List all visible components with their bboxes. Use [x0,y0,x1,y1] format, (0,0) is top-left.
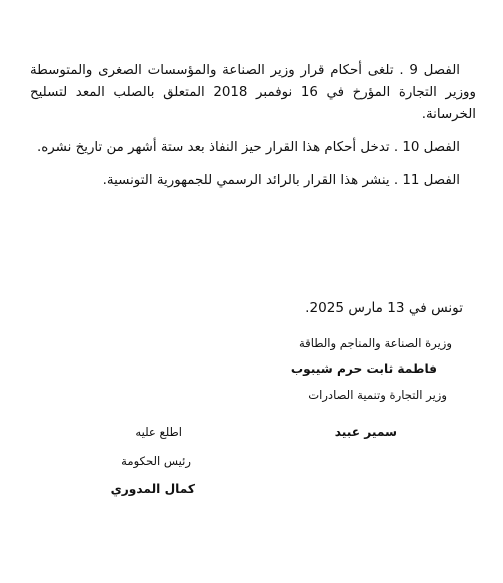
minister-trade-name: سمير عبيد [334,425,397,439]
minister-industry-title: وزيرة الصناعة والمناجم والطاقة [298,336,452,350]
minister-trade-title: وزير التجارة وتنمية الصادرات [308,388,447,402]
articles-block [30,60,476,203]
minister-industry-name: فاطمة ثابت حرم شيبوب [290,362,437,376]
place-date: تونس في 13 مارس 2025. [305,300,463,316]
article-11: الفصل 11 . ينشر هذا القرار بالرائد الرسمي للجمهورية التونسية. [102,173,460,188]
prime-minister-title: رئيس الحكومة [121,454,191,468]
prime-minister-name: كمال المدوري [110,482,195,496]
article-9: الفصل 9 . تلغى أحكام قرار وزير الصناعة والمؤسسات الصغرى والمتوسطة ووزير التجارة المؤرخ في 16 نوفمبر 2018 المتعلق بالصلب المعد لتسليح الخرسانة. [30,63,476,122]
seen-label: اطلع عليه [135,425,182,439]
article-10: الفصل 10 . تدخل أحكام هذا القرار حيز النفاذ بعد ستة أشهر من تاريخ نشره. [37,140,460,155]
